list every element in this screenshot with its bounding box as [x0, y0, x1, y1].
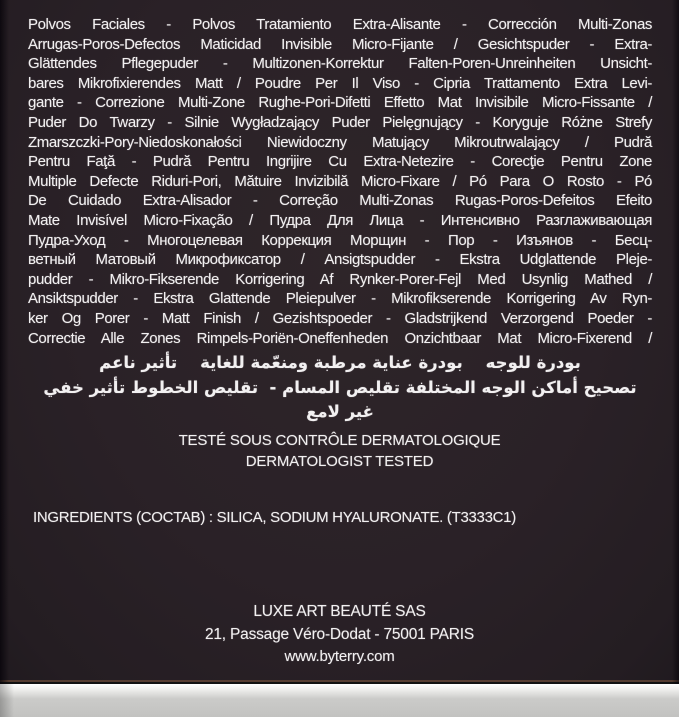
arabic-description-line: تصحيح أماكن الوجه المختلفة تقليص المسام - تقليص الخطوط تأثير خفي غير لامع — [37, 377, 637, 422]
description-line: Ansiktspudder - Ekstra Glattende Pleiepulver - Mikrofikserende Korrigering Av Ryn- — [28, 290, 652, 308]
description-line: Glättendes Pflegepuder - Multizonen-Korrektur Falten-Poren-Unreinheiten Unsicht- — [28, 55, 652, 73]
box-left-edge-shadow — [0, 0, 9, 684]
description-line: Arrugas-Poros-Defectos Maticidad Invisible Micro-Fijante / Gesichtspuder - Extra- — [28, 35, 652, 53]
description-line: Puder Do Twarzy - Silnie Wygładzający Puder Pielęgnujący - Koryguje Różne Strefy — [28, 113, 652, 131]
description-line: Polvos Faciales - Polvos Tratamiento Extra-Alisante - Corrección Multi-Zonas — [28, 16, 652, 33]
dermatology-tested-block — [0, 430, 679, 472]
manufacturer-name: LUXE ART BEAUTÉ SAS — [253, 603, 426, 620]
description-line: Correctie Alle Zones Rimpels-Poriën-Oneffenheden Onzichtbaar Mat Micro-Fixerend / — [28, 329, 652, 347]
description-line: bares Mikrofixierendes Matt / Poudre Per Il Viso - Cipria Trattamento Extra Levi- — [28, 74, 652, 92]
dermatology-tested-english: DERMATOLOGIST TESTED — [245, 453, 434, 470]
description-line: ветный Матовый Микрофиксатор / Ansigtspudder - Ekstra Udglattende Pleje- — [28, 251, 652, 269]
arabic-description-line: بودرة للوجه بودرة عناية مرطبة ومنعّمة للغاية تأثير ناعم — [99, 353, 581, 373]
ingredients-text: INGREDIENTS (COCTAB) : SILICA, SODIUM HYALURONATE. (T3333C1) — [33, 509, 516, 526]
multilingual-description — [28, 15, 652, 425]
description-line: Пудра-Уход - Многоцелевая Коррекция Морщин - Пор - Изъянов - Бесц- — [28, 231, 652, 249]
manufacturer-address: 21, Passage Véro-Dodat - 75001 PARIS — [204, 625, 475, 643]
description-line: Pentru Faţă - Pudră Pentru Ingrijire Cu Extra-Netezire - Corecţie Pentru Zone — [28, 153, 652, 171]
description-line: Zmarszczki-Pory-Niedoskonałości Niewidoczny Matujący Mikroutrwalający / Pudră — [28, 133, 652, 151]
description-line: ker Og Porer - Matt Finish / Gezishtspoeder - Gladstrijkend Verzorgend Poeder - — [28, 309, 652, 327]
description-line: gante - Correzione Multi-Zone Rughe-Pori-Difetti Effetto Mat Invisibile Micro-Fissante / — [28, 94, 652, 112]
surface-shadow — [0, 684, 14, 717]
description-line: pudder - Mikro-Fikserende Korrigering Af Rynker-Porer-Fejl Med Usynlig Mathed / — [28, 270, 652, 288]
box-right-edge-shadow — [672, 0, 679, 684]
website-url: www.byterry.com — [284, 648, 395, 665]
table-surface — [0, 684, 679, 717]
description-line: Multiple Defecte Riduri-Pori, Mătuire Invizibilă Micro-Fixare / Pó Para O Rosto - Pó — [28, 172, 652, 190]
description-line: Mate Invisível Micro-Fixação / Пудра Для Лица - Интенсивно Разглаживающая — [28, 211, 652, 229]
description-line: De Cuidado Extra-Alisador - Correção Multi-Zonas Rugas-Poros-Defeitos Efeito — [28, 192, 652, 210]
dermatology-tested-french: TESTÉ SOUS CONTRÔLE DERMATOLOGIQUE — [178, 432, 501, 449]
manufacturer-block — [0, 601, 679, 669]
